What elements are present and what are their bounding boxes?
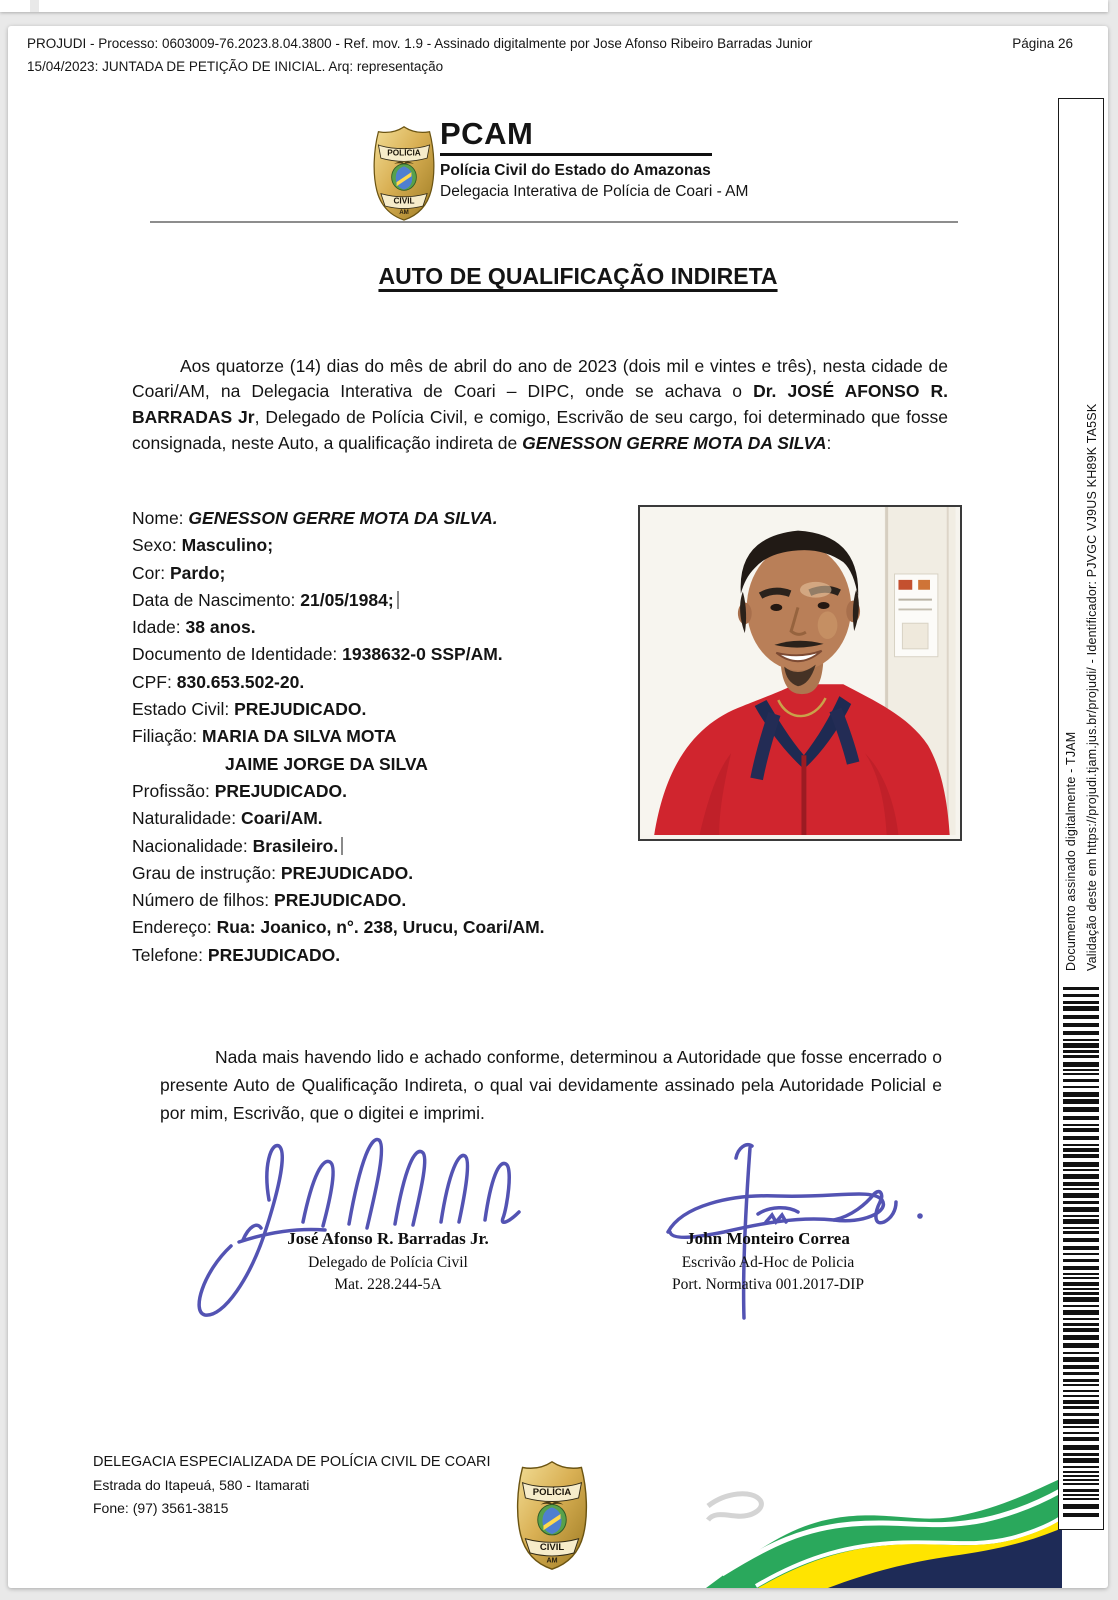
- station-name: DELEGACIA ESPECIALIZADA DE POLÍCIA CIVIL DE COARI: [93, 1454, 491, 1470]
- field-grau-instrucao: Grau de instrução: PREJUDICADO.: [132, 862, 414, 883]
- org-acronym: PCAM: [440, 116, 534, 151]
- page-number: Página 26: [1012, 36, 1073, 51]
- badge-bottom-label: CIVIL: [539, 1542, 565, 1554]
- badge-top-label: POLÍCIA: [532, 1487, 572, 1499]
- subject-photo-image: [640, 507, 956, 835]
- closing-paragraph: Nada mais havendo lido e achado conforme, determinou a Autoridade que fosse encerrado o presente Auto de Qualificação Indireta, o qual vai devidamente assinado pela Autoridade Policial e por mim, Escrivão, que o digitei e imprimi.: [160, 1046, 942, 1123]
- field-cpf: CPF: 830.653.502-20.: [132, 671, 305, 692]
- field-filiacao-2: JAIME JORGE DA SILVA: [225, 753, 428, 774]
- field-estado-civil: Estado Civil: PREJUDICADO.: [132, 699, 367, 720]
- acronym-underline: [440, 153, 712, 156]
- field-nome: Nome: GENESSON GERRE MOTA DA SILVA.: [132, 508, 498, 528]
- field-nacionalidade: Nacionalidade: Brasileiro.: [132, 833, 642, 860]
- clerk-signature-name: John Monteiro Correa: [686, 1229, 850, 1248]
- field-filiacao: Filiação: MARIA DA SILVA MOTA: [132, 726, 397, 747]
- opening-paragraph: [132, 354, 948, 457]
- process-reference: PROJUDI - Processo: 0603009-76.2023.8.04.3800 - Ref. mov. 1.9 - Assinado digitalmente por Jose Afonso Ribeiro Barradas Junior: [27, 36, 813, 51]
- badge-state-label: AM: [546, 1556, 558, 1565]
- field-numero-filhos: Número de filhos: PREJUDICADO.: [132, 890, 407, 911]
- delegate-name: Dr. JOSÉ AFONSO R. BARRADAS Jr: [132, 381, 948, 428]
- badge-bottom-label: CIVIL: [393, 196, 415, 206]
- validation-text-line1: Documento assinado digitalmente - TJAM: [1064, 731, 1078, 971]
- field-endereco: Endereço: Rua: Joanico, n°. 238, Urucu, Coari/AM.: [132, 917, 545, 938]
- badge-state-label: AM: [399, 209, 409, 217]
- delegate-signature-block: [188, 1229, 588, 1294]
- clerk-signature-block: [578, 1229, 958, 1294]
- page-gap-notch: [30, 0, 39, 12]
- projudi-header-line: [27, 36, 1073, 51]
- field-profissao: Profissão: PREJUDICADO.: [132, 780, 347, 801]
- flag-wave-graphic: [700, 1378, 1062, 1588]
- station-footer: [93, 1454, 491, 1523]
- org-name: Polícia Civil do Estado do Amazonas: [440, 162, 711, 179]
- clerk-signature-id: Port. Normativa 001.2017-DIP: [671, 1276, 864, 1293]
- delegate-signature-name: José Afonso R. Barradas Jr.: [287, 1229, 489, 1248]
- field-telefone: Telefone: PREJUDICADO.: [132, 944, 341, 965]
- org-unit: Delegacia Interativa de Polícia de Coari - AM: [440, 183, 749, 200]
- field-naturalidade: Naturalidade: Coari/AM.: [132, 808, 323, 829]
- document-page: [8, 26, 1108, 1588]
- delegate-signature-id: Mat. 228.244-5A: [334, 1276, 442, 1293]
- text-cursor-artifact: [341, 837, 343, 855]
- projudi-header-line2: 15/04/2023: JUNTADA DE PETIÇÃO DE INICIAL. Arq: representação: [27, 59, 444, 74]
- subject-name: GENESSON GERRE MOTA DA SILVA: [522, 432, 827, 453]
- intro-text: , Delegado de Polícia Civil, e comigo, Escrivão de seu cargo, foi determinado que fosse consignada, neste Auto, a qualificação indireta de: [132, 407, 948, 453]
- validation-text-line2: Validação deste em https://projudi.tjam.jus.br/projudi/ - Identificador: PJVGC VJ9US KH89K TA5SK: [1085, 403, 1099, 971]
- intro-text: Aos quatorze (14) dias do mês de abril do ano de 2023 (dois mil e vintes e três), nesta cidade de Coari/AM, na Delegacia Interativa de Coari – DIPC, onde se achava o: [132, 355, 948, 402]
- police-badge-logo: [371, 123, 437, 223]
- clerk-signature-role: Escrivão Ad-Hoc de Policia: [681, 1254, 855, 1271]
- badge-top-label: POLÍCIA: [387, 148, 421, 158]
- subject-photo: [638, 505, 962, 841]
- intro-text: :: [826, 432, 832, 453]
- previous-page-edge: [0, 0, 1108, 12]
- station-phone: Fone: (97) 3561-3815: [93, 1500, 229, 1516]
- field-idade: Idade: 38 anos.: [132, 617, 256, 638]
- field-cor: Cor: Pardo;: [132, 562, 226, 583]
- digital-signature-strip: [1058, 98, 1104, 1530]
- field-data-nascimento: Data de Nascimento: 21/05/1984;: [132, 587, 642, 614]
- field-sexo: Sexo: Masculino;: [132, 535, 274, 556]
- qualification-record: [132, 505, 642, 969]
- station-address: Estrada do Itapeuá, 580 - Itamarati: [93, 1477, 310, 1493]
- field-documento: Documento de Identidade: 1938632-0 SSP/AM.: [132, 644, 503, 665]
- delegate-signature-role: Delegado de Polícia Civil: [308, 1254, 468, 1271]
- police-badge-logo-footer: [514, 1458, 590, 1572]
- text-cursor-artifact: [397, 591, 399, 609]
- document-title: AUTO DE QUALIFICAÇÃO INDIRETA: [378, 263, 778, 289]
- barcode: [1063, 987, 1099, 1517]
- letterhead-text: [440, 118, 748, 201]
- letterhead-divider: [150, 221, 958, 223]
